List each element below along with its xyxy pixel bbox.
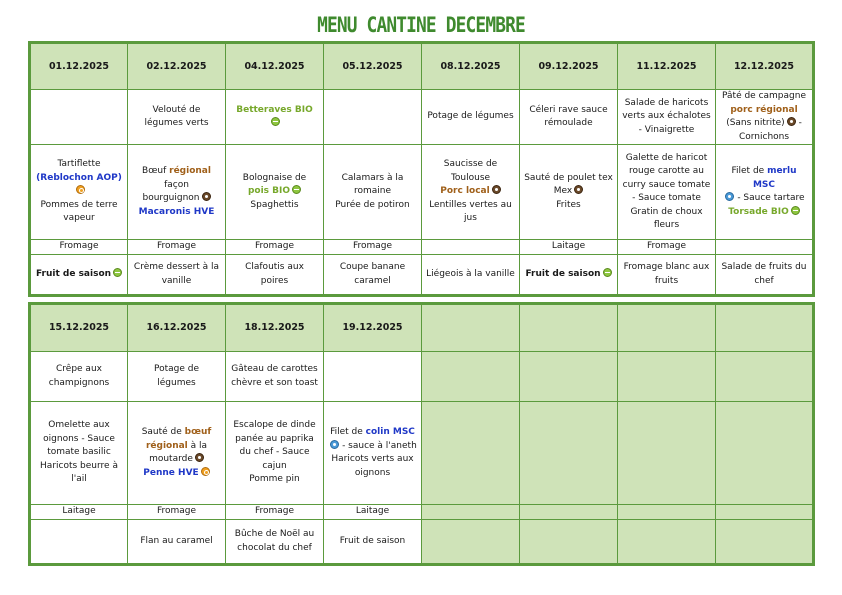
quality-label: (Reblochon AOP) xyxy=(36,172,122,183)
empty-cell xyxy=(716,505,814,520)
bio-label: pois BIO xyxy=(247,186,291,197)
empty-cell xyxy=(422,304,520,352)
entree-row xyxy=(30,352,814,402)
msc-fish-icon xyxy=(330,440,339,449)
empty-cell xyxy=(520,520,618,565)
date-cell: 19.12.2025 xyxy=(324,304,422,352)
dessert-cell: Fromage blanc aux fruits xyxy=(618,255,716,296)
regional-logo-icon xyxy=(787,117,796,126)
main-dish-cell: Calamars à la romaine Purée de potiron xyxy=(324,145,422,240)
dessert-cell: Coupe banane caramel xyxy=(324,255,422,296)
main-dish-cell: Sauté de poulet tex Mex Frites xyxy=(520,145,618,240)
dessert-cell: Fruit de saison xyxy=(520,255,618,296)
empty-cell xyxy=(618,505,716,520)
dairy-row xyxy=(30,240,814,255)
date-cell: 11.12.2025 xyxy=(618,43,716,90)
date-cell: 18.12.2025 xyxy=(226,304,324,352)
entree-cell: Velouté de légumes verts xyxy=(128,90,226,145)
bio-leaf-icon xyxy=(271,117,280,126)
main-dish-cell: Sauté de bœuf régional à la moutarde Penne HVE xyxy=(128,402,226,505)
dairy-cell: Fromage xyxy=(324,240,422,255)
dessert-cell: Fruit de saison xyxy=(324,520,422,565)
dessert-cell: Clafoutis aux poires xyxy=(226,255,324,296)
empty-cell xyxy=(716,304,814,352)
dessert-cell: Liégeois à la vanille xyxy=(422,255,520,296)
dairy-cell: Laitage xyxy=(324,505,422,520)
dairy-cell: Fromage xyxy=(226,240,324,255)
main-dish-row xyxy=(30,145,814,240)
empty-cell xyxy=(422,352,520,402)
aop-seal-icon xyxy=(76,185,85,194)
date-cell: 08.12.2025 xyxy=(422,43,520,90)
entree-row xyxy=(30,90,814,145)
main-dish-cell: Filet de colin MSC - sauce à l'aneth Haricots verts aux oignons xyxy=(324,402,422,505)
main-dish-cell: Bœuf régional façon bourguignon Macaronis HVE xyxy=(128,145,226,240)
empty-cell xyxy=(520,505,618,520)
menu-table-week-1 xyxy=(28,41,815,297)
dessert-cell: Flan au caramel xyxy=(128,520,226,565)
date-header-row xyxy=(30,304,814,352)
entree-cell: Gâteau de carottes chèvre et son toast xyxy=(226,352,324,402)
dessert-cell: Salade de fruits du chef xyxy=(716,255,814,296)
date-header-row xyxy=(30,43,814,90)
entree-cell xyxy=(324,90,422,145)
dairy-cell: Fromage xyxy=(30,240,128,255)
empty-cell xyxy=(716,402,814,505)
date-cell: 05.12.2025 xyxy=(324,43,422,90)
empty-cell xyxy=(618,352,716,402)
main-dish-cell: Filet de merlu MSC - Sauce tartare Torsade BIO xyxy=(716,145,814,240)
page-title: MENU CANTINE DECEMBRE xyxy=(317,13,525,37)
entree-cell: Céleri rave sauce rémoulade xyxy=(520,90,618,145)
entree-cell: Potage de légumes xyxy=(128,352,226,402)
regional-logo-icon xyxy=(574,185,583,194)
quality-label: colin MSC xyxy=(365,427,415,437)
dessert-row xyxy=(30,520,814,565)
entree-cell: Salade de haricots verts aux échalotes - Vinaigrette xyxy=(618,90,716,145)
entree-cell: Crêpe aux champignons xyxy=(30,352,128,402)
dessert-cell: Fruit de saison xyxy=(30,255,128,296)
quality-label: Penne HVE xyxy=(143,467,199,478)
empty-cell xyxy=(422,520,520,565)
regional-label: porc régional xyxy=(730,104,798,115)
dairy-cell: Fromage xyxy=(128,240,226,255)
main-dish-cell: Galette de haricot rouge carotte au curry sauce tomate - Sauce tomate Gratin de choux fleurs xyxy=(618,145,716,240)
regional-logo-icon xyxy=(195,453,204,462)
empty-cell xyxy=(618,520,716,565)
entree-cell: Pâté de campagne porc régional (Sans nitrite) - Cornichons xyxy=(716,90,814,145)
dairy-cell: Laitage xyxy=(520,240,618,255)
empty-cell xyxy=(422,505,520,520)
dessert-cell: Crème dessert à la vanille xyxy=(128,255,226,296)
empty-cell xyxy=(716,520,814,565)
bio-leaf-icon xyxy=(791,206,800,215)
dairy-cell: Fromage xyxy=(226,505,324,520)
bio-label: Betteraves BIO xyxy=(236,104,313,115)
regional-label: régional xyxy=(169,166,211,176)
dessert-cell xyxy=(30,520,128,565)
main-dish-cell: Tartiflette (Reblochon AOP) Pommes de terre vapeur xyxy=(30,145,128,240)
empty-cell xyxy=(520,304,618,352)
regional-logo-icon xyxy=(202,192,211,201)
dairy-cell xyxy=(422,240,520,255)
entree-cell xyxy=(324,352,422,402)
empty-cell xyxy=(520,402,618,505)
bio-leaf-icon xyxy=(603,268,612,277)
entree-cell: Potage de légumes xyxy=(422,90,520,145)
main-dish-cell: Escalope de dinde panée au paprika du chef - Sauce cajun Pomme pin xyxy=(226,402,324,505)
regional-label: Porc local xyxy=(440,186,490,197)
dairy-cell: Laitage xyxy=(30,505,128,520)
date-cell: 12.12.2025 xyxy=(716,43,814,90)
dairy-row xyxy=(30,505,814,520)
main-dish-cell: Omelette aux oignons - Sauce tomate basilic Haricots beurre à l'ail xyxy=(30,402,128,505)
main-dish-cell: Saucisse de Toulouse Porc local Lentilles vertes au jus xyxy=(422,145,520,240)
dairy-cell: Fromage xyxy=(128,505,226,520)
main-dish-row xyxy=(30,402,814,505)
main-dish-cell: Bolognaise de pois BIO Spaghettis xyxy=(226,145,324,240)
date-cell: 01.12.2025 xyxy=(30,43,128,90)
regional-logo-icon xyxy=(492,185,501,194)
date-cell: 09.12.2025 xyxy=(520,43,618,90)
regional-label: bœuf xyxy=(184,427,212,437)
hve-label-icon xyxy=(201,467,210,476)
entree-cell xyxy=(30,90,128,145)
bio-leaf-icon xyxy=(113,268,122,277)
entree-cell xyxy=(226,90,324,145)
bio-leaf-icon xyxy=(292,185,301,194)
dessert-cell: Bûche de Noël au chocolat du chef xyxy=(226,520,324,565)
date-cell: 16.12.2025 xyxy=(128,304,226,352)
empty-cell xyxy=(520,352,618,402)
quality-label: merlu MSC xyxy=(752,166,797,190)
dessert-row xyxy=(30,255,814,296)
date-cell: 04.12.2025 xyxy=(226,43,324,90)
dairy-cell xyxy=(716,240,814,255)
date-cell: 02.12.2025 xyxy=(128,43,226,90)
empty-cell xyxy=(716,352,814,402)
menu-table-week-2 xyxy=(28,302,815,566)
empty-cell xyxy=(422,402,520,505)
date-cell: 15.12.2025 xyxy=(30,304,128,352)
bio-label: Torsade BIO xyxy=(728,206,789,217)
dairy-cell: Fromage xyxy=(618,240,716,255)
empty-cell xyxy=(618,402,716,505)
quality-label: Macaronis HVE xyxy=(138,206,215,217)
empty-cell xyxy=(618,304,716,352)
regional-label: régional xyxy=(145,440,188,451)
